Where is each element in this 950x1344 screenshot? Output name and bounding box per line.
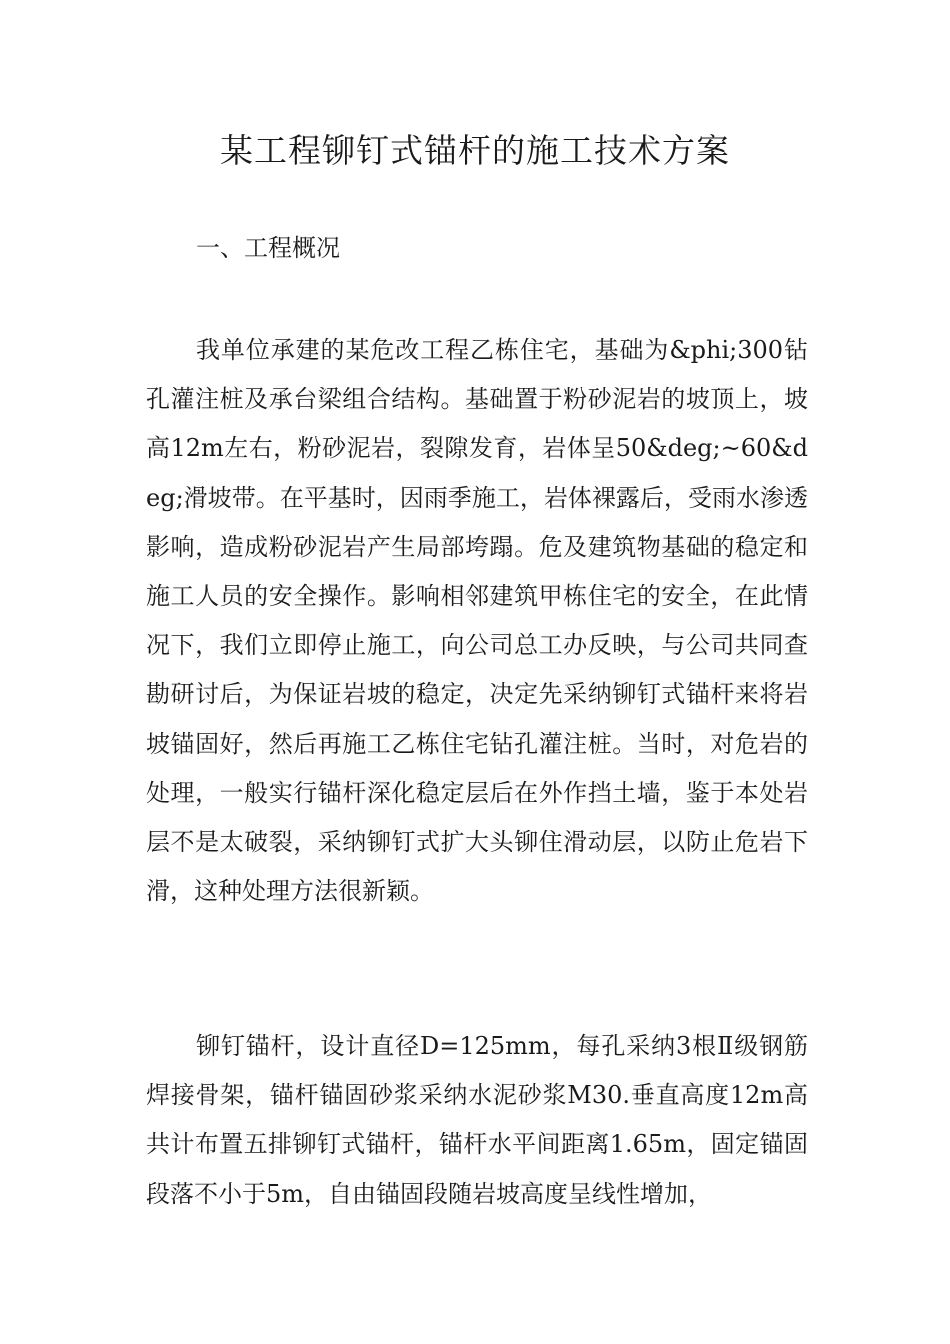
document-title: 某工程铆钉式锚杆的施工技术方案 bbox=[220, 131, 730, 170]
body-paragraph: 铆钉锚杆，设计直径D=125mm，每孔采纳3根Ⅱ级钢筋焊接骨架，锚杆锚固砂浆采纳水泥砂浆M30.垂直高度12m高共计布置五排铆钉式锚杆，锚杆水平间距离1.65m，固定锚固段落不小于5m，自由锚固段随岩坡高度呈线性增加， bbox=[146, 1032, 808, 1208]
section-heading: 一、工程概况 bbox=[196, 234, 340, 262]
body-paragraph: 我单位承建的某危改工程乙栋住宅，基础为&phi;300钻孔灌注桩及承台梁组合结构。基础置于粉砂泥岩的坡顶上，坡高12m左右，粉砂泥岩，裂隙发育，岩体呈50&deg;~60&deg;滑坡带。在平基时，因雨季施工，岩体裸露后，受雨水渗透影响，造成粉砂泥岩产生局部垮蹋。危及建筑物基础的稳定和施工人员的安全操作。影响相邻建筑甲栋住宅的安全，在此情况下，我们立即停止施工，向公司总工办反映，与公司共同查勘研讨后，为保证岩坡的稳定，决定先采纳铆钉式锚杆来将岩坡锚固好，然后再施工乙栋住宅钻孔灌注桩。当时，对危岩的处理，一般实行锚杆深化稳定层后在外作挡土墙，鉴于本处岩层不是太破裂，采纳铆钉式扩大头铆住滑动层，以防止危岩下滑，这种处理方法很新颖。 bbox=[146, 336, 808, 906]
